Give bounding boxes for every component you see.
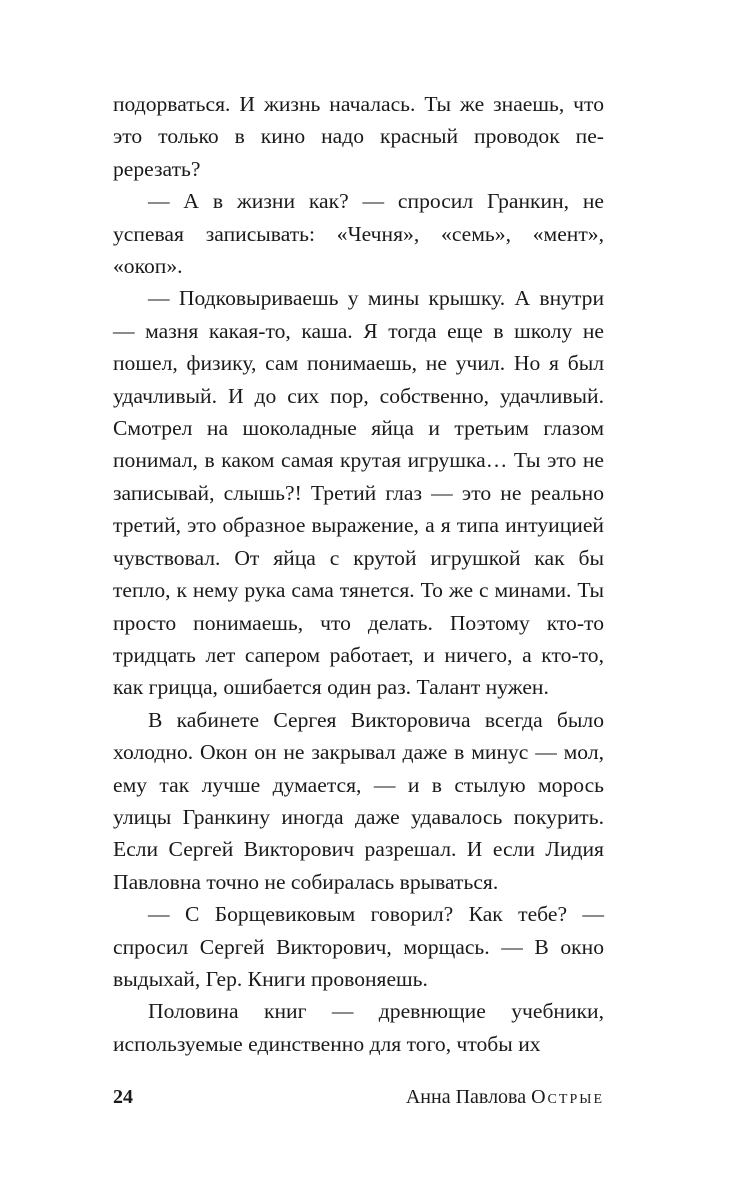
page-footer [113, 1080, 604, 1114]
running-title-book: Острые [531, 1086, 604, 1108]
paragraph-6: Половина книг — древнющие учебники, используемые единственно для того, чтобы их [113, 999, 604, 1056]
running-title-author: Анна Павлова [405, 1086, 527, 1108]
paragraph-2: — А в жизни как? — спросил Гранкин, не успевая записывать: «Чечня», «семь», «мент», «окоп». [113, 189, 604, 279]
paragraph-4: В кабинете Сергея Викторовича всегда было холодно. Окон он не закрывал даже в минус — мол, ему так лучше думается, — и в стылую морось улицы Гранкину иногда даже удавалось покурить. Если Сергей Викторович разрешал. И если Лидия Павловна точно не собиралась врываться. [113, 707, 604, 894]
running-title [406, 1080, 604, 1114]
paragraph-3: — Подковыриваешь у мины крышку. А внутри — мазня какая-то, каша. Я тогда еще в школу не пошел, физику, сам понимаешь, не учил. Но я был удачливый. И до сих пор, собственно, удачливый. Смотрел на шоколадные яйца и третьим глазом понимал, в каком самая крутая игрушка… Ты это не записывай, слышь?! Третий глаз — это не реально третий, это образное выражение, а я типа интуицией чувствовал. От яйца с крутой игрушкой как бы тепло, к нему рука сама тянется. То же с минами. Ты просто понимаешь, что делать. Поэтому кто-то тридцать лет сапером работает, и ничего, а кто-то, как грицца, ошибается один раз. Талант нужен. [113, 286, 604, 700]
paragraph-5: — С Борщевиковым говорил? Как тебе? — спросил Сергей Викторович, морщась. — В окно выдыхай, Гер. Книги провоняешь. [113, 902, 604, 991]
body-text [113, 88, 604, 1060]
paragraph-1: подорваться. И жизнь началась. Ты же знаешь, что это только в кино надо красный проводок перерезать? [113, 92, 604, 181]
page-number: 24 [113, 1086, 133, 1108]
